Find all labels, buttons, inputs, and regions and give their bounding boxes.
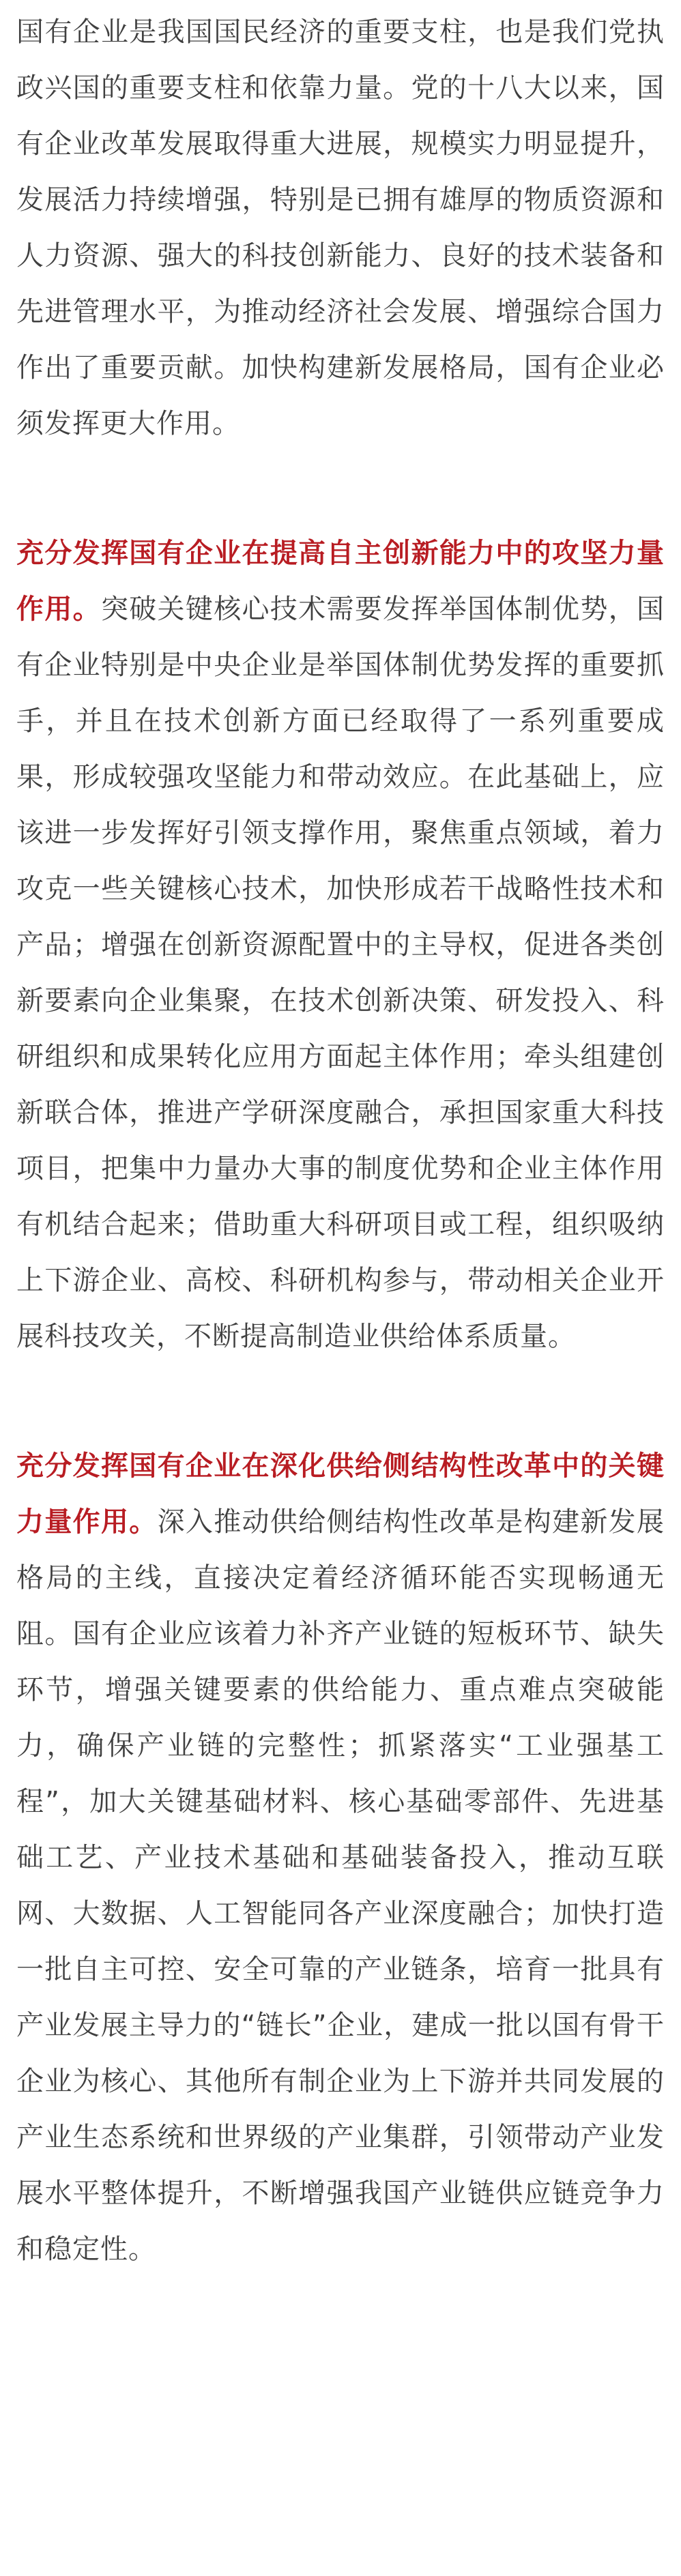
- paragraph-innovation-text: 突破关键核心技术需要发挥举国体制优势，国有企业特别是中央企业是举国体制优势发挥的重要抓手，并且在技术创新方面已经取得了一系列重要成果，形成较强攻坚能力和带动效应。在此基础上，应该进一步发挥好引领支撑作用，聚焦重点领域，着力攻克一些关键核心技术，加快形成若干战略性技术和产品；增强在创新资源配置中的主导权，促进各类创新要素向企业集聚，在技术创新决策、研发投入、科研组织和成果转化应用方面起主体作用；牵头组建创新联合体，推进产学研深度融合，承担国家重大科技项目，把集中力量办大事的制度优势和企业主体作用有机结合起来；借助重大科研项目或工程，组织吸纳上下游企业、高校、科研机构参与，带动相关企业开展科技攻关，不断提高制造业供给体系质量。: [16, 594, 665, 1352]
- article-body: [16, 4, 665, 2277]
- paragraph-supply-side-text: 深入推动供给侧结构性改革是构建新发展格局的主线，直接决定着经济循环能否实现畅通无阻。国有企业应该着力补齐产业链的短板环节、缺失环节，增强关键要素的供给能力、重点难点突破能力，确保产业链的完整性；抓紧落实“工业强基工程”，加大关键基础材料、核心基础零部件、先进基础工艺、产业技术基础和基础装备投入，推动互联网、大数据、人工智能同各产业深度融合；加快打造一批自主可控、安全可靠的产业链条，培育一批具有产业发展主导力的“链长”企业，建成一批以国有骨干企业为核心、其他所有制企业为上下游并共同发展的产业生态系统和世界级的产业集群，引领带动产业发展水平整体提升，不断增强我国产业链供应链竞争力和稳定性。: [16, 1506, 665, 2265]
- paragraph-supply-side-heading: 充分发挥国有企业在深化供给侧结构性改革中的关键力量作用。: [16, 1450, 665, 1538]
- paragraph-intro: [16, 4, 665, 452]
- paragraph-innovation-heading: 充分发挥国有企业在提高自主创新能力中的攻坚力量作用。: [16, 538, 665, 625]
- paragraph-intro-text: 国有企业是我国国民经济的重要支柱，也是我们党执政兴国的重要支柱和依靠力量。党的十八大以来，国有企业改革发展取得重大进展，规模实力明显提升，发展活力持续增强，特别是已拥有雄厚的物质资源和人力资源、强大的科技创新能力、良好的技术装备和先进管理水平，为推动经济社会发展、增强综合国力作出了重要贡献。加快构建新发展格局，国有企业必须发挥更大作用。: [16, 16, 665, 439]
- paragraph-gap: [16, 1364, 665, 1438]
- paragraph-supply-side: [16, 1438, 665, 2277]
- paragraph-gap: [16, 452, 665, 525]
- paragraph-innovation: [16, 525, 665, 1364]
